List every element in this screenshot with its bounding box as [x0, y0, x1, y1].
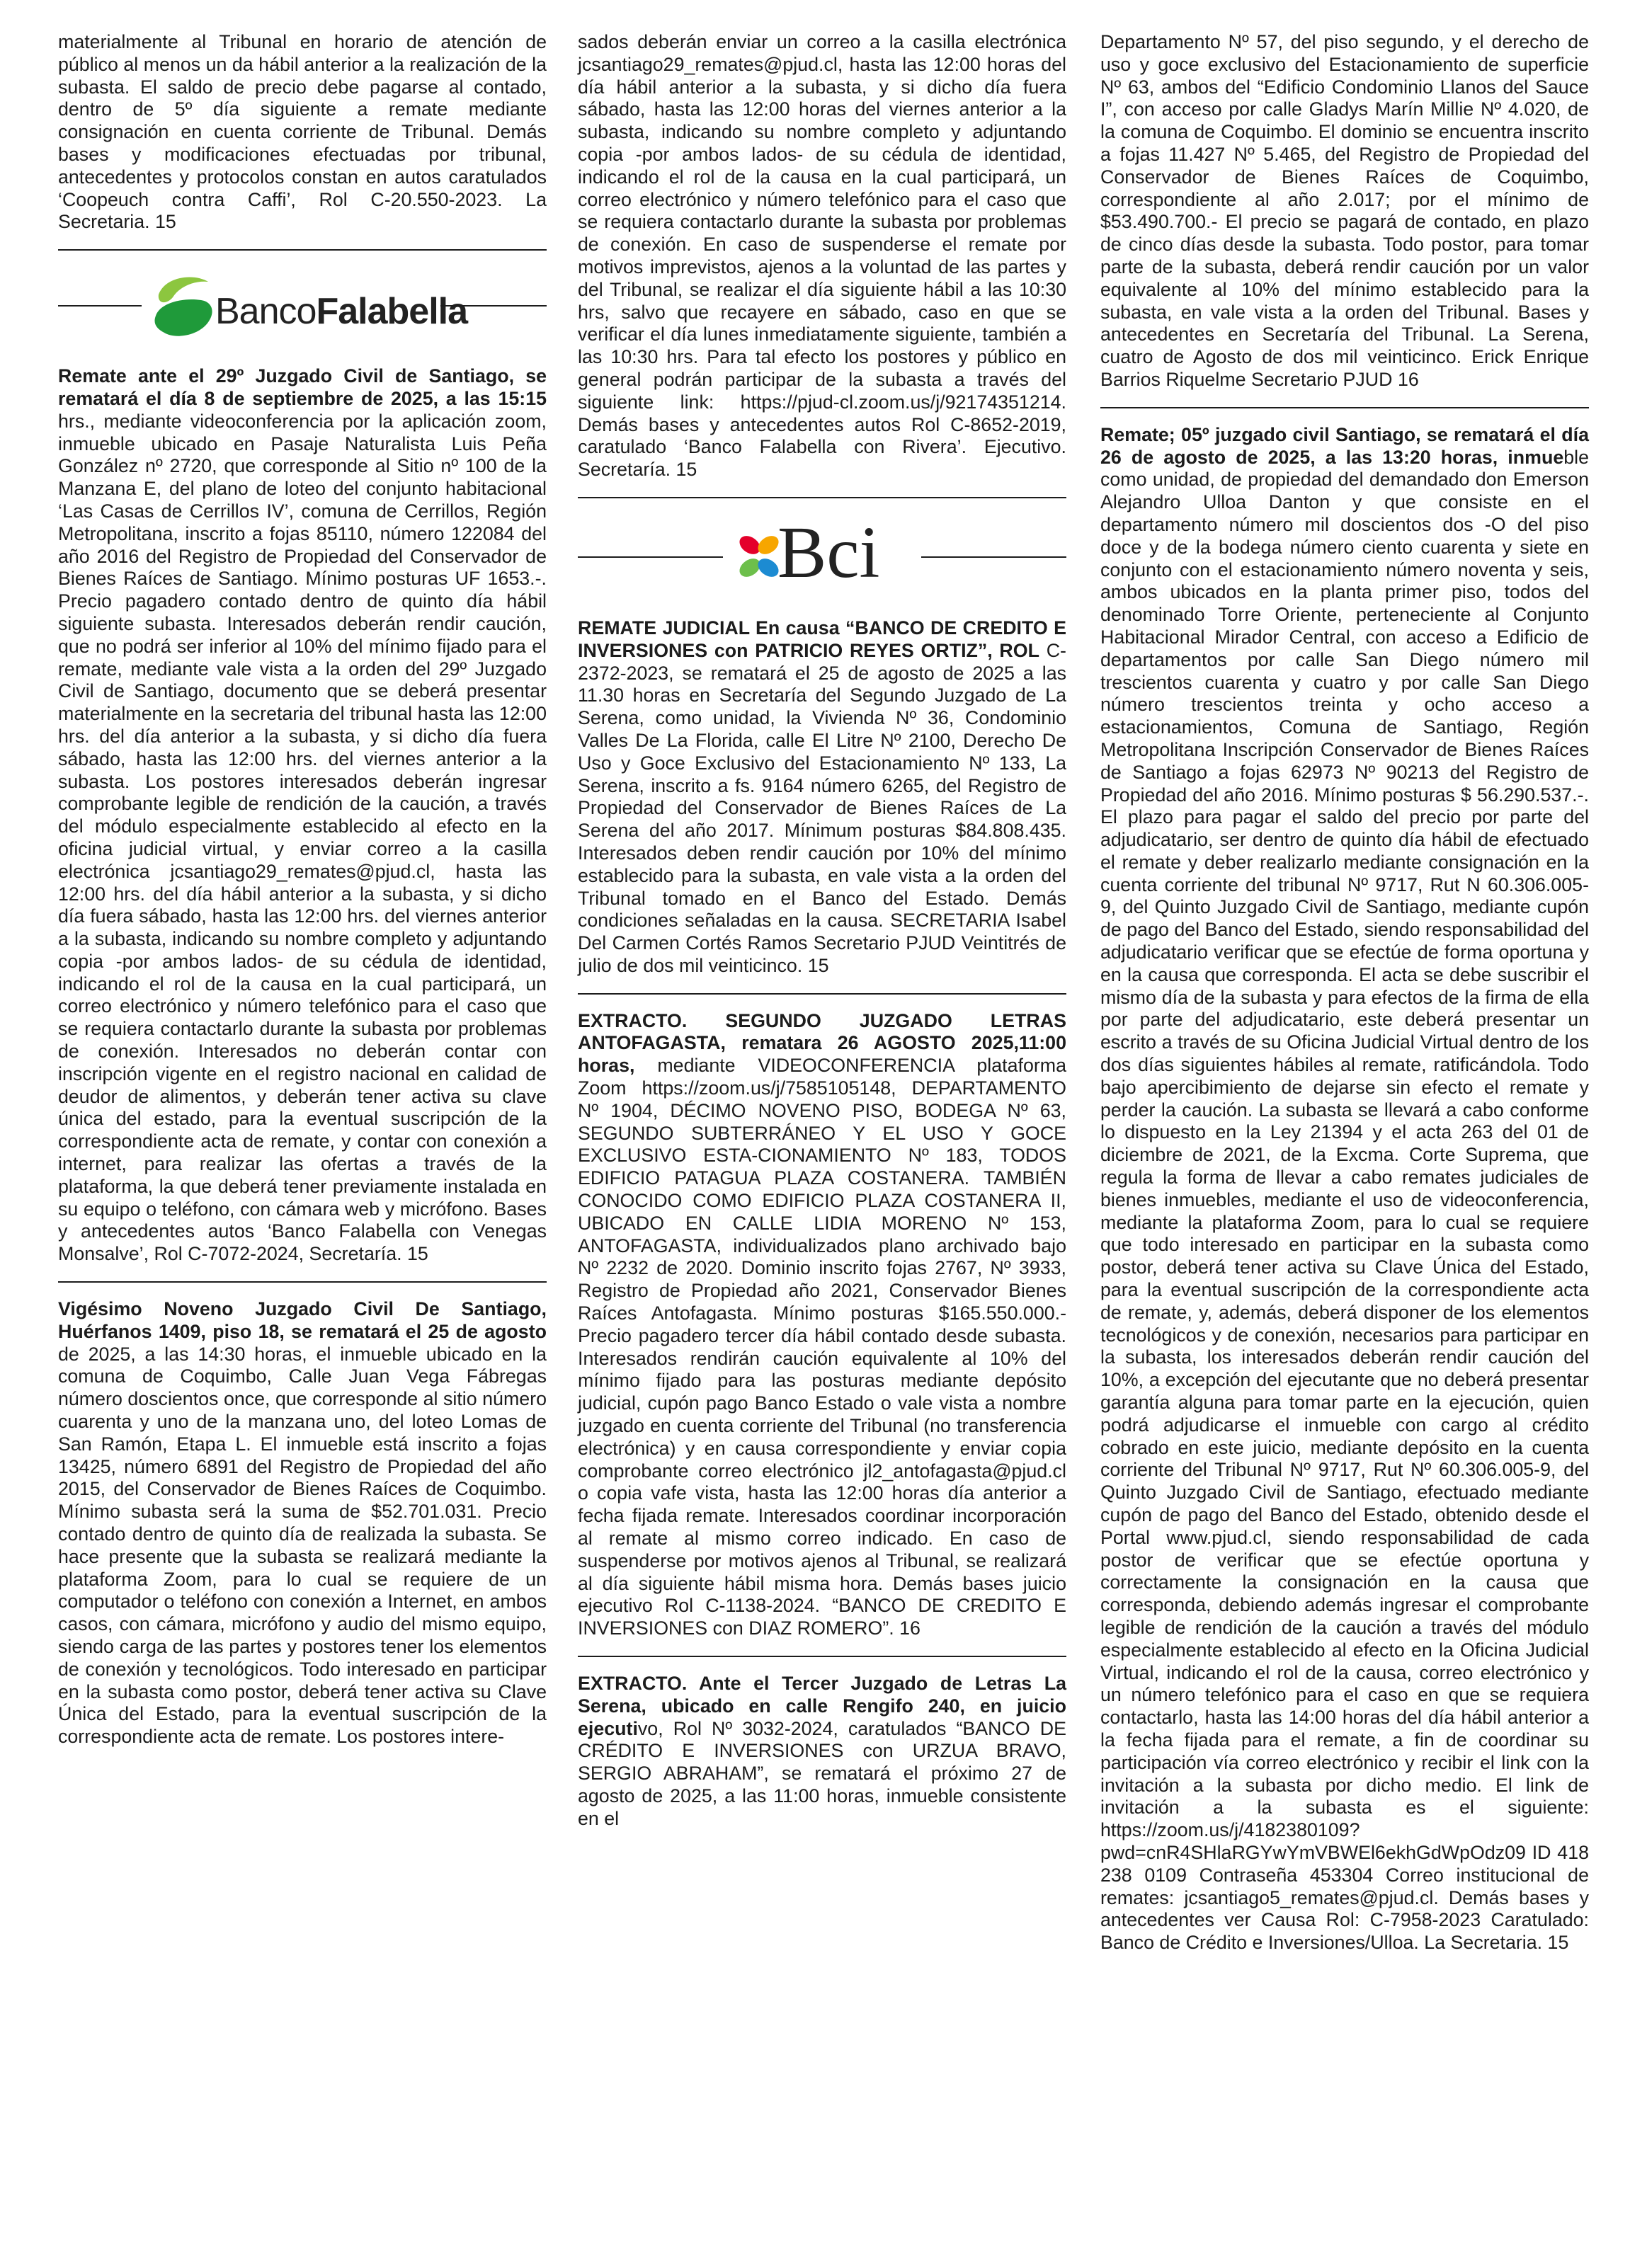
- notice-heading: EXTRACTO. Ante el Tercer Juzgado de Letras La Serena, ubicado en calle Rengifo 240, en juicio ejecuti: [578, 1673, 1066, 1739]
- notice-29-juzgado-coquimbo: [58, 1298, 547, 1754]
- notice-bci-reyes-ortiz: [578, 617, 1066, 983]
- notice-heading: EXTRACTO. SEGUNDO JUZGADO LETRAS ANTOFAGASTA, rematara 26 AGOSTO 2025,11:00 horas,: [578, 1009, 1066, 1077]
- notice-text: REMATE JUDICIAL En causa “BANCO DE CREDITO E INVERSIONES con PATRICIO REYES ORTIZ”, ROL C-2372-2023, se rematará el 25 de agosto de 2025 a las 11.30 horas en Secretaría del Segundo Juzgado de La Serena, como unidad, la Vivienda Nº 36, Condominio Valles De La Florida, calle El Litre Nº 2100, Derecho De Uso y Goce Exclusivo del Estacionamiento Nº 133, La Serena, inscrito a fs. 9164 número 6265, del Registro de Propiedad del Conservador de Bienes Raíces de La Serena del año 2017. Mínimum posturas $84.808.435. Interesados deben rendir caución por 10% del mínimo establecido para la subasta, en vale vista a la orden del Tribunal tomado en el Banco del Estado. Demás condiciones señaladas en la causa. SECRETARIA Isabel Del Carmen Cortés Ramos Secretario PJUD Veintitrés de julio de dos mil veinticinco. 15: [578, 617, 1066, 976]
- divider: [578, 497, 1066, 498]
- notice-coopeuch-caffi: [58, 31, 547, 239]
- divider: [58, 1281, 547, 1283]
- notice-29-juzgado-cerrillos: [58, 365, 547, 1271]
- divider: [578, 1656, 1066, 1657]
- notice-heading: Vigésimo Noveno Juzgado Civil De Santiago, Huérfanos 1409, piso 18, se rematará el 25 de agosto: [58, 1298, 547, 1342]
- column-2: [578, 31, 1066, 1836]
- notice-text: sados deberán enviar un correo a la casilla electrónica jcsantiago29_remates@pjud.cl, hasta las 12:00 horas del día hábil anterior a la subasta, y si dicho día fuera sábado, hasta las 12:00 horas del viernes anterior a la subasta, indicando su nombre completo y adjuntando copia -por ambos lados- de su cédula de identidad, indicando el rol de la causa en la cual participará, un correo electrónico y número telefónico para el caso que se requiera contactarlo durante la subasta por problemas de conexión. En caso de suspenderse el remate por motivos imprevistos, ajenos a la voluntad de las partes y del Tribunal, se realizar el día siguiente hábil a las 10:30 hrs, salvo que recayere en sábado, caso en que se verificar el día lunes inmediatamente siguiente, también a las 10:30 hrs. Para tal efecto los postores y público en general podrán participar de la subasta a través del siguiente link: https://pjud-cl.zoom.us/j/92174351214. Demás bases y antecedentes autos Rol C-8652-2019, caratulado ‘Banco Falabella con Rivera’. Ejecutivo. Secretaría. 15: [578, 31, 1066, 481]
- notice-antofagasta: [578, 1010, 1066, 1646]
- notice-text: Remate ante el 29º Juzgado Civil de Santiago, se rematará el día 8 de septiembre de 2025, a las 15:15 hrs., mediante videoconferencia por la aplicación zoom, inmueble ubicado en Pasaje Naturalista Luis Peña González nº 2720, que corresponde al Sitio nº 100 de la Manzana E, del plano de loteo del conjunto habitacional ‘Las Casas de Cerrillos IV’, comuna de Cerrillos, Región Metropolitana, inscrito a fojas 85110, número 122084 del año 2016 del Registro de Propiedad del Conservador de Bienes Raíces de Santiago. Mínimo posturas UF 1653.-. Precio pagadero contado dentro de quinto día hábil siguiente subasta. Interesados deberán rendir caución, que no podrá ser inferior al 10% del mínimo fijado para el remate, mediante vale vista a la orden del 29º Juzgado Civil de Santiago, documento que se deberá presentar materialmente en la secretaria del tribunal hasta las 12:00 hrs. del día anterior a la subasta, y si dicho día fuera sábado, hasta las 12:00 hrs. del viernes anterior a la subasta. Los postores interesados deberán ingresar comprobante legible de rendición de la caución, a través del módulo especialmente establecido al efecto en la oficina judicial virtual, y enviar correo a la casilla electrónica jcsantiago29_remates@pjud.cl, hasta las 12:00 hrs. del día hábil anterior a la subasta, y si dicho día fuera sábado, hasta las 12:00 hrs. del viernes anterior a la subasta, indicando su nombre completo y adjuntando copia -por ambos lados- de su cédula de identidad, indicando el rol de la causa en la cual participará, un correo electrónico y número telefónico para el caso que se requiera contactarlo durante la subasta por problemas de conexión. Interesados no deberán contar con inscripción vigente en el registro nacional en calidad de deudor de alimentos, y deberán tener activa su clave única del estado, para la eventual suscripción de la correspondiente acta de remate, y contar con conexión a internet, para realizar las ofertas a través de la plataforma, la que deberá tener previamente instalada en su equipo o teléfono, con cámara web y micrófono. Bases y antecedentes autos ‘Banco Falabella con Venegas Monsalve’, Rol C-7072-2024, Secretaría. 15: [58, 365, 547, 1265]
- bci-logo: [578, 511, 1066, 597]
- logo-rule-left: [578, 556, 723, 558]
- column-3: [1100, 31, 1589, 1960]
- bci-wordmark: Bci: [777, 511, 880, 593]
- column-1: [58, 31, 547, 1754]
- notice-text: materialmente al Tribunal en horario de atención de público al menos un da hábil anterior a la realización de la subasta. El saldo de precio debe pagarse al contado, dentro de 5º día siguiente a remate mediante consignación en cuenta corriente de Tribunal. Demás bases y modificaciones efectuadas por tribunal, antecedentes y protocolos constan en autos caratulados ‘Coopeuch contra Caffi’, Rol C-20.550-2023. La Secretaria. 15: [58, 31, 547, 233]
- notice-5-juzgado-santiago: [1100, 424, 1589, 1960]
- falabella-leaf-lower: [155, 299, 212, 336]
- notice-tercer-juzgado-la-serena: [578, 1673, 1066, 1836]
- divider: [1100, 407, 1589, 408]
- banco-falabella-logo: [58, 266, 547, 345]
- divider: [578, 993, 1066, 995]
- notice-text: EXTRACTO. Ante el Tercer Juzgado de Letras La Serena, ubicado en calle Rengifo 240, en juicio ejecutivo, Rol Nº 3032-2024, caratulados “BANCO DE CRÉDITO E INVERSIONES con URZUA BRAVO, SERGIO ABRAHAM”, se rematará el próximo 27 de agosto de 2025, a las 11:00 horas, inmueble consistente en el: [578, 1673, 1066, 1829]
- logo-rule-right: [440, 305, 547, 307]
- notice-text: Vigésimo Noveno Juzgado Civil De Santiago, Huérfanos 1409, piso 18, se rematará el 25 de agosto de 2025, a las 14:30 horas, el inmueble ubicado en la comuna de Coquimbo, Calle Juan Vega Fábregas número doscientos once, que corresponde al sitio número cuarenta y uno de la manzana uno, del loteo Lomas de San Ramón, Etapa L. El inmueble está inscrito a fojas 13425, número 6891 del Registro de Propiedad del año 2015, del Conservador de Bienes Raíces de Coquimbo. Mínimo subasta será la suma de $52.701.031. Precio contado dentro de quinto día de realizada la subasta. Se hace presente que la subasta se realizará mediante la plataforma Zoom, para lo cual se requiere de un computador o teléfono con conexión a Internet, en ambos casos, con cámara, micrófono y audio del mismo equipo, siendo carga de las partes y postores tener los elementos de conexión y tecnológicos. Todo interesado en participar en la subasta como postor, deberá tener activa su Clave Única del Estado, para la eventual suscripción de la correspondiente acta de remate. Los postores intere-: [58, 1298, 547, 1748]
- notice-llanos-del-sauce: [1100, 31, 1589, 397]
- notice-heading: REMATE JUDICIAL En causa “BANCO DE CREDITO E INVERSIONES con PATRICIO REYES ORTIZ”, ROL: [578, 617, 1066, 661]
- notice-text: EXTRACTO. SEGUNDO JUZGADO LETRAS ANTOFAGASTA, rematara 26 AGOSTO 2025,11:00 horas, mediante VIDEOCONFERENCIA plataforma Zoom https://zoom.us/j/7585105148, DEPARTAMENTO Nº 1904, DÉCIMO NOVENO PISO, BODEGA Nº 63, SEGUNDO SUBTERRÁNEO Y EL USO Y GOCE EXCLUSIVO ESTA-CIONAMIENTO Nº 183, TODOS EDIFICIO PATAGUA PLAZA COSTANERA. TAMBIÉN CONOCIDO COMO EDIFICIO PLAZA COSTANERA II, UBICADO EN CALLE LIDIA MORENO Nº 153, ANTOFAGASTA, individualizados plano archivado bajo Nº 2232 de 2020. Dominio inscrito fojas 2767, Nº 3933, Registro de Propiedad año 2021, Conservador Bienes Raíces Antofagasta. Mínimo posturas $165.550.000.- Precio pagadero tercer día hábil contado desde subasta. Interesados rendirán caución equivalente al 10% del mínimo fijado para las posturas mediante depósito judicial, cupón pago Banco Estado o vale vista a nombre juzgado en cuenta corriente del Tribunal (no transferencia electrónica) y en causa correspondiente y enviar copia comprobante correo electrónico jl2_antofagasta@pjud.cl o copia vafe vista, hasta las 12:00 horas día anterior a fecha fijada remate. Interesados coordinar incorporación al remate al mismo correo indicado. En caso de suspenderse por motivos ajenos al Tribunal, se realizará al día siguiente hábil misma hora. Demás bases juicio ejecutivo Rol C-1138-2024. “BANCO DE CREDITO E INVERSIONES con DIAZ ROMERO”. 16: [578, 1009, 1066, 1639]
- notice-heading: Remate; 05º juzgado civil Santiago, se rematará el día 26 de agosto de 2025, a las 13:20 horas, inmue: [1100, 423, 1589, 468]
- logo-rule-left: [58, 305, 142, 307]
- divider: [58, 249, 547, 251]
- notice-text: Remate; 05º juzgado civil Santiago, se rematará el día 26 de agosto de 2025, a las 13:20 horas, inmueble como unidad, de propiedad del demandado don Emerson Alejandro Ulloa Danton y que consiste en el departamento número mil doscientos dos -O del piso doce y de la bodega número ciento cuarenta y siete en conjunto con el estacionamiento número noventa y seis, ambos ubicados en la planta primer piso, todos del denominado Torre Oriente, perteneciente al Conjunto Habitacional Mirador Central, con acceso a Edificio de departamentos por calle San Diego número mil trescientos cuarenta y cuatro y por calle San Diego número trescientos treinta y ocho acceso a estacionamientos, Comuna de Santiago, Región Metropolitana Inscripción Conservador de Bienes Raíces de Santiago a fojas 62973 Nº 90213 del Registro de Propiedad del año 2016. Mínimo posturas $ 56.290.537.-. El plazo para pagar el saldo del precio por parte del adjudicatario, ser dentro de quinto día hábil de efectuado el remate y deber realizarlo mediante consignación en la cuenta corriente del tribunal Nº 9717, Rut N 60.306.005-9, del Quinto Juzgado Civil de Santiago, mediante cupón de pago del Banco del Estado, siendo responsabilidad del adjudicatario verificar que se efectúe de forma oportuna y en la causa que corresponda. El acta se debe suscribir el mismo día de la subasta y para efectos de la firma de ella por parte del adjudicatario, este deberá presentar un escrito a través de su Oficina Judicial Virtual dentro de los dos días siguientes hábiles al remate, ratificándola. Todo bajo apercibimiento de dejarse sin efecto el remate y perder la caución. La subasta se llevará a cabo conforme lo dispuesto en la Ley 21394 y el acta 263 del 01 de diciembre de 2021, de la Excma. Corte Suprema, que regula la forma de llevar a cabo remates judiciales de bienes inmuebles, mediante el uso de videoconferencia, mediante la plataforma Zoom, para lo cual se requiere que todo interesado en participar en la subasta como postor, deberá tener activa su Clave Única del Estado, para la eventual suscripción de la correspondiente acta de remate, y, además, deberá disponer de los elementos tecnológicos y de conexión, necesarios para participar en la subasta, los interesados deberán rendir caución del 10%, a excepción del ejecutante que no deberá presentar garantía alguna para tomar parte en la ejecución, quien podrá adjudicarse el inmueble con cargo al crédito cobrado en este juicio, mediante depósito en la cuenta corriente del Tribunal Nº 9717, Rut Nº 60.306.005-9, del Quinto Juzgado Civil de Santiago, efectuado mediante cupón de pago del Banco del Estado, obtenido desde el Portal www.pjud.cl, siendo responsabilidad de cada postor de verificar que se efectúe oportuna y correctamente la consignación en la causa que corresponda, debiendo además ingresar el comprobante legible de rendición de la caución a través del módulo especialmente establecido al efecto en la Oficina Judicial Virtual, indicando el rol de la causa, correo electrónico y un número telefónico para el caso en que se requiera contactarlo, hasta las 14:00 horas del día hábil anterior a la fecha fijada para el remate, a fin de coordinar su participación vía correo electrónico y recibir el link con la invitación a la subasta por dicho medio. El link de invitación a la subasta es el siguiente: https://zoom.us/j/4182380109?pwd=cnR4SHlaRGYwYmVBWEl6ekhGdWpOdz09 ID 418 238 0109 Contraseña 453304 Correo institucional de remates: jcsantiago5_remates@pjud.cl. Demás bases y antecedentes ver Causa Rol: C-7958-2023 Caratulado: Banco de Crédito e Inversiones/Ulloa. La Secretaria. 15: [1100, 423, 1589, 1954]
- notice-text: Departamento Nº 57, del piso segundo, y el derecho de uso y goce exclusivo del Estacionamiento de superficie Nº 63, ambos del “Edificio Condominio Llanos del Sauce I”, con acceso por calle Gladys Marín Millie Nº 4.020, de la comuna de Coquimbo. El dominio se encuentra inscrito a fojas 11.427 Nº 5.465, del Registro de Propiedad del Conservador de Bienes Raíces de Coquimbo, correspondiente al año 2.017; por el mínimo de $53.490.700.- El precio se pagará de contado, en plazo de cinco días desde la subasta. Todo postor, para tomar parte de la subasta, deberá rendir caución por un valor equivalente al 10% del mínimo establecido para la subasta, en vale vista a la orden del Tribunal. Bases y antecedentes en Secretaría del Tribunal. La Serena, cuatro de Agosto de dos mil veinticinco. Erick Enrique Barrios Riquelme Secretario PJUD 16: [1100, 31, 1589, 390]
- notice-heading: Remate ante el 29º Juzgado Civil de Santiago, se rematará el día 8 de septiembre de 2025, a las 15:15: [58, 365, 547, 409]
- falabella-leaf-upper: [159, 277, 208, 303]
- falabella-wordmark: BancoFalabella: [215, 291, 468, 333]
- logo-rule-right: [921, 556, 1066, 558]
- falabella-leaf-icon: [152, 273, 215, 340]
- notice-falabella-rivera: [578, 31, 1066, 487]
